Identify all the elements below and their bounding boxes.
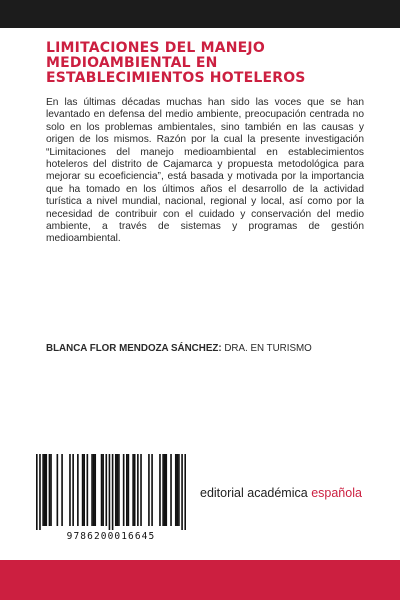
barcode-bar xyxy=(102,454,104,526)
barcode-bar xyxy=(148,454,150,526)
barcode-bar xyxy=(159,454,161,526)
barcode-bar xyxy=(87,454,89,526)
barcode-bar xyxy=(170,454,172,526)
barcode-bar xyxy=(140,454,142,526)
barcode-bar xyxy=(39,454,41,530)
barcode-bar xyxy=(118,454,120,526)
barcode-bar xyxy=(151,454,153,526)
barcode-bar xyxy=(164,454,166,526)
barcode-bar xyxy=(134,454,136,526)
barcode-bar xyxy=(91,454,93,526)
barcode-bar xyxy=(128,454,130,526)
barcode-bar xyxy=(50,454,52,526)
barcode-bar xyxy=(77,454,79,526)
barcode-bar xyxy=(94,454,96,526)
barcode-bar xyxy=(45,454,47,526)
barcode-bars xyxy=(36,452,186,530)
barcode-bar xyxy=(165,454,167,526)
barcode-bar xyxy=(123,454,125,526)
barcode-bar xyxy=(36,454,38,530)
barcode-bar xyxy=(69,454,71,526)
barcode-bar xyxy=(137,454,139,526)
publisher-name: editorial académica xyxy=(200,486,308,500)
barcode-bar xyxy=(82,454,84,526)
barcode-bar xyxy=(132,454,134,526)
barcode-bar xyxy=(112,454,114,530)
barcode-bar xyxy=(184,454,186,530)
barcode-bar xyxy=(83,454,85,526)
barcode-bar xyxy=(72,454,74,526)
barcode-bar xyxy=(109,454,111,530)
barcode-bar xyxy=(44,454,46,526)
isbn-number: 9786200016645 xyxy=(66,531,156,542)
barcode-bar xyxy=(93,454,95,526)
barcode-bar xyxy=(101,454,103,526)
barcode-bar xyxy=(42,454,44,526)
top-band xyxy=(0,0,400,28)
barcode-bar xyxy=(57,454,59,526)
publisher-logo xyxy=(200,486,390,500)
barcode-bar xyxy=(115,454,117,526)
barcode-bar xyxy=(177,454,179,526)
bottom-band xyxy=(0,560,400,600)
book-description: En las últimas décadas muchas han sido las voces que se han levantado en defensa del medio ambiente, preocupación centrada no solo en los problemas ambientales, sino también en las causas y origen de los mismos. Razón por la cual la presente investigación “Limitaciones del manejo medioambiental en establecimientos hoteleros del distrito de Cajamarca y propuesta metodológica para mejorar su ecoeficiencia”, está basada y motivada por la importancia que ha tomado en los últimos años el desarrollo de la actividad turística a nivel mundial, nacional, regional y local, así como por la necesidad de contribuir con el cuidado y conservación del medio ambiente, a través de sistemas y programas de gestión medioambiental. xyxy=(46,97,364,245)
barcode-bar xyxy=(126,454,128,526)
author-line xyxy=(46,343,366,354)
isbn-barcode xyxy=(36,452,186,544)
publisher-name-accent: española xyxy=(311,486,362,500)
author-credentials: DRA. EN TURISMO xyxy=(224,343,312,354)
barcode-bar xyxy=(117,454,119,526)
barcode-bar xyxy=(105,454,107,526)
author-name: BLANCA FLOR MENDOZA SÁNCHEZ: xyxy=(46,343,222,354)
barcode-bar xyxy=(61,454,63,526)
barcode-bar xyxy=(49,454,51,526)
barcode-bar xyxy=(175,454,177,526)
book-title: LIMITACIONES DEL MANEJO MEDIOAMBIENTAL EN ESTABLECIMIENTOS HOTELEROS xyxy=(46,40,306,86)
barcode-bar xyxy=(162,454,164,526)
barcode-bar xyxy=(178,454,180,526)
barcode-bar xyxy=(181,454,183,530)
